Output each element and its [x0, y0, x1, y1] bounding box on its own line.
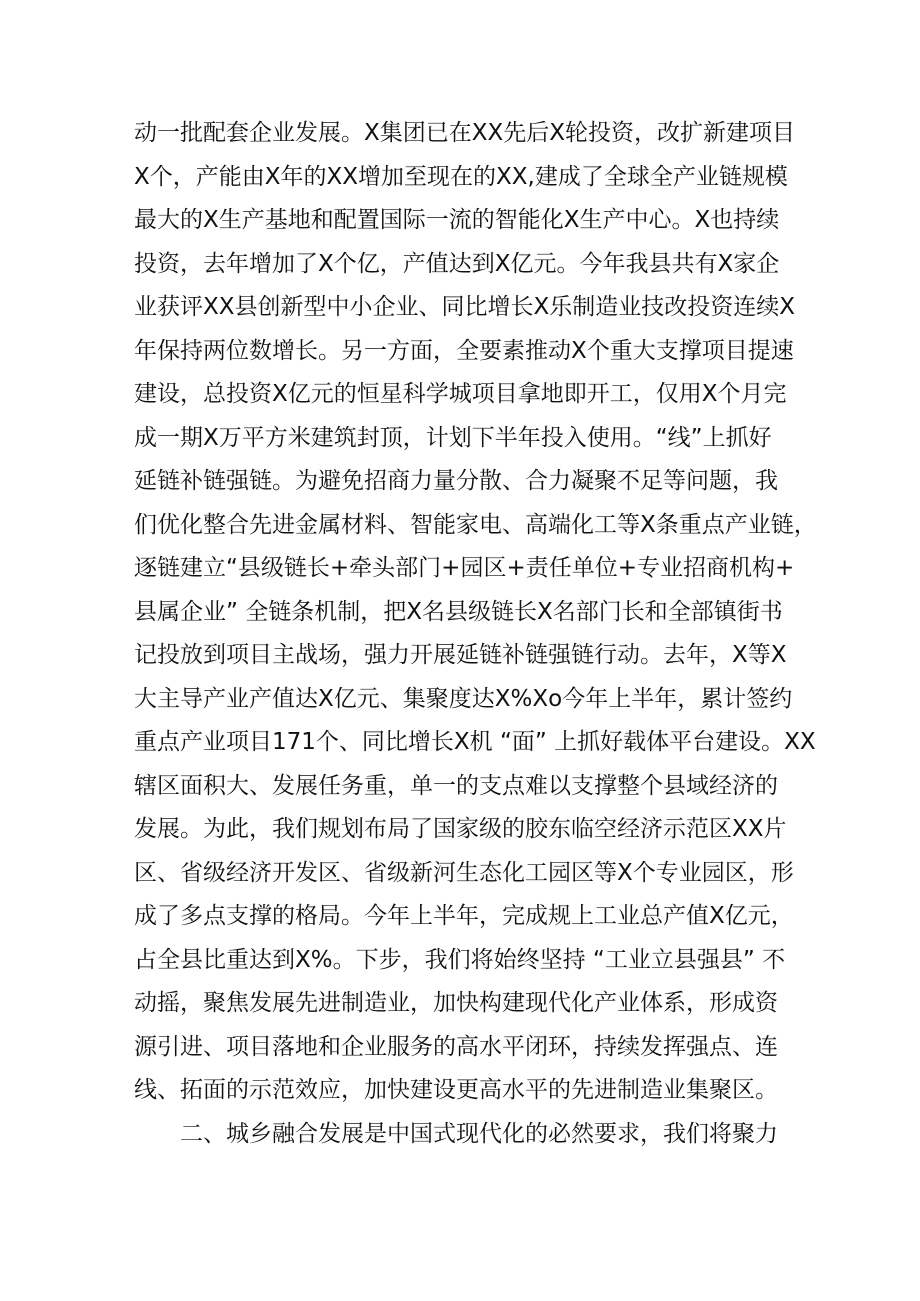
text-line: 辖区面积大、发展任务重，单一的支点难以支撑整个县域经济的: [134, 772, 778, 799]
body-text: [134, 112, 817, 1156]
text-line: 成一期X万平方米建筑封顶，计划下半年投入使用。“线”上抓好: [134, 424, 772, 451]
text-line: X个，产能由X年的XX增加至现在的XX,建成了全球全产业链规模: [134, 163, 788, 190]
text-line: 投资，去年增加了X个亿，产值达到X亿元。今年我县共有X家企: [134, 250, 780, 277]
text-line: 源引进、项目落地和企业服务的高水平闭环，持续发挥强点、连: [134, 1033, 778, 1060]
text-line: 发展。为此，我们规划布局了国家级的胶东临空经济示范区XX片: [134, 816, 787, 842]
text-line: 线、拓面的示范效应，加快建设更高水平的先进制造业集聚区。: [134, 1077, 778, 1103]
text-line: 逐链建立“县级链长+牵头部门+园区+责任单位+专业招商机构+: [134, 555, 795, 581]
section-heading-line: 二、城乡融合发展是中国式现代化的必然要求，我们将聚力: [180, 1120, 778, 1147]
text-line: 大主导产业产值达X亿元、集聚度达X%Xo今年上半年，累计签约: [134, 685, 793, 712]
text-line: 记投放到项目主战场，强力开展延链补链强链行动。去年，X等X: [134, 642, 787, 668]
text-line: 动摇，聚焦发展先进制造业，加快构建现代化产业体系，形成资: [134, 990, 778, 1016]
text-line: 区、省级经济开发区、省级新河生态化工园区等X个专业园区，形: [134, 859, 794, 886]
text-line: 延链补链强链。为避免招商力量分散、合力凝聚不足等问题，我: [134, 468, 778, 494]
text-line: 重点产业项目171个、同比增长X机 “面” 上抓好载体平台建设。XX: [134, 729, 816, 755]
text-line: 动一批配套企业发展。X集团已在XX先后X轮投资，改扩新建项目: [134, 120, 796, 146]
text-line: 年保持两位数增长。另一方面，全要素推动X个重大支撑项目提速: [134, 337, 794, 364]
text-line: 建设，总投资X亿元的恒星科学城项目拿地即开工，仅用X个月完: [134, 381, 787, 407]
text-line: 业获评XX县创新型中小企业、同比增长X乐制造业技改投资连续X: [134, 294, 796, 320]
text-line: 成了多点支撑的格局。今年上半年，完成规上工业总产值X亿元，: [134, 903, 794, 929]
text-line: 最大的X生产基地和配置国际一流的智能化X生产中心。X也持续: [134, 207, 780, 233]
text-line: 县属企业” 全链条机制，把X名县级链长X名部门长和全部镇街书: [134, 598, 783, 625]
text-line: 们优化整合先进金属材料、智能家电、高端化工等X条重点产业链，: [134, 511, 817, 538]
text-line: 占全县比重达到X%。下步，我们将始终坚持 “工业立县强县” 不: [134, 946, 786, 973]
